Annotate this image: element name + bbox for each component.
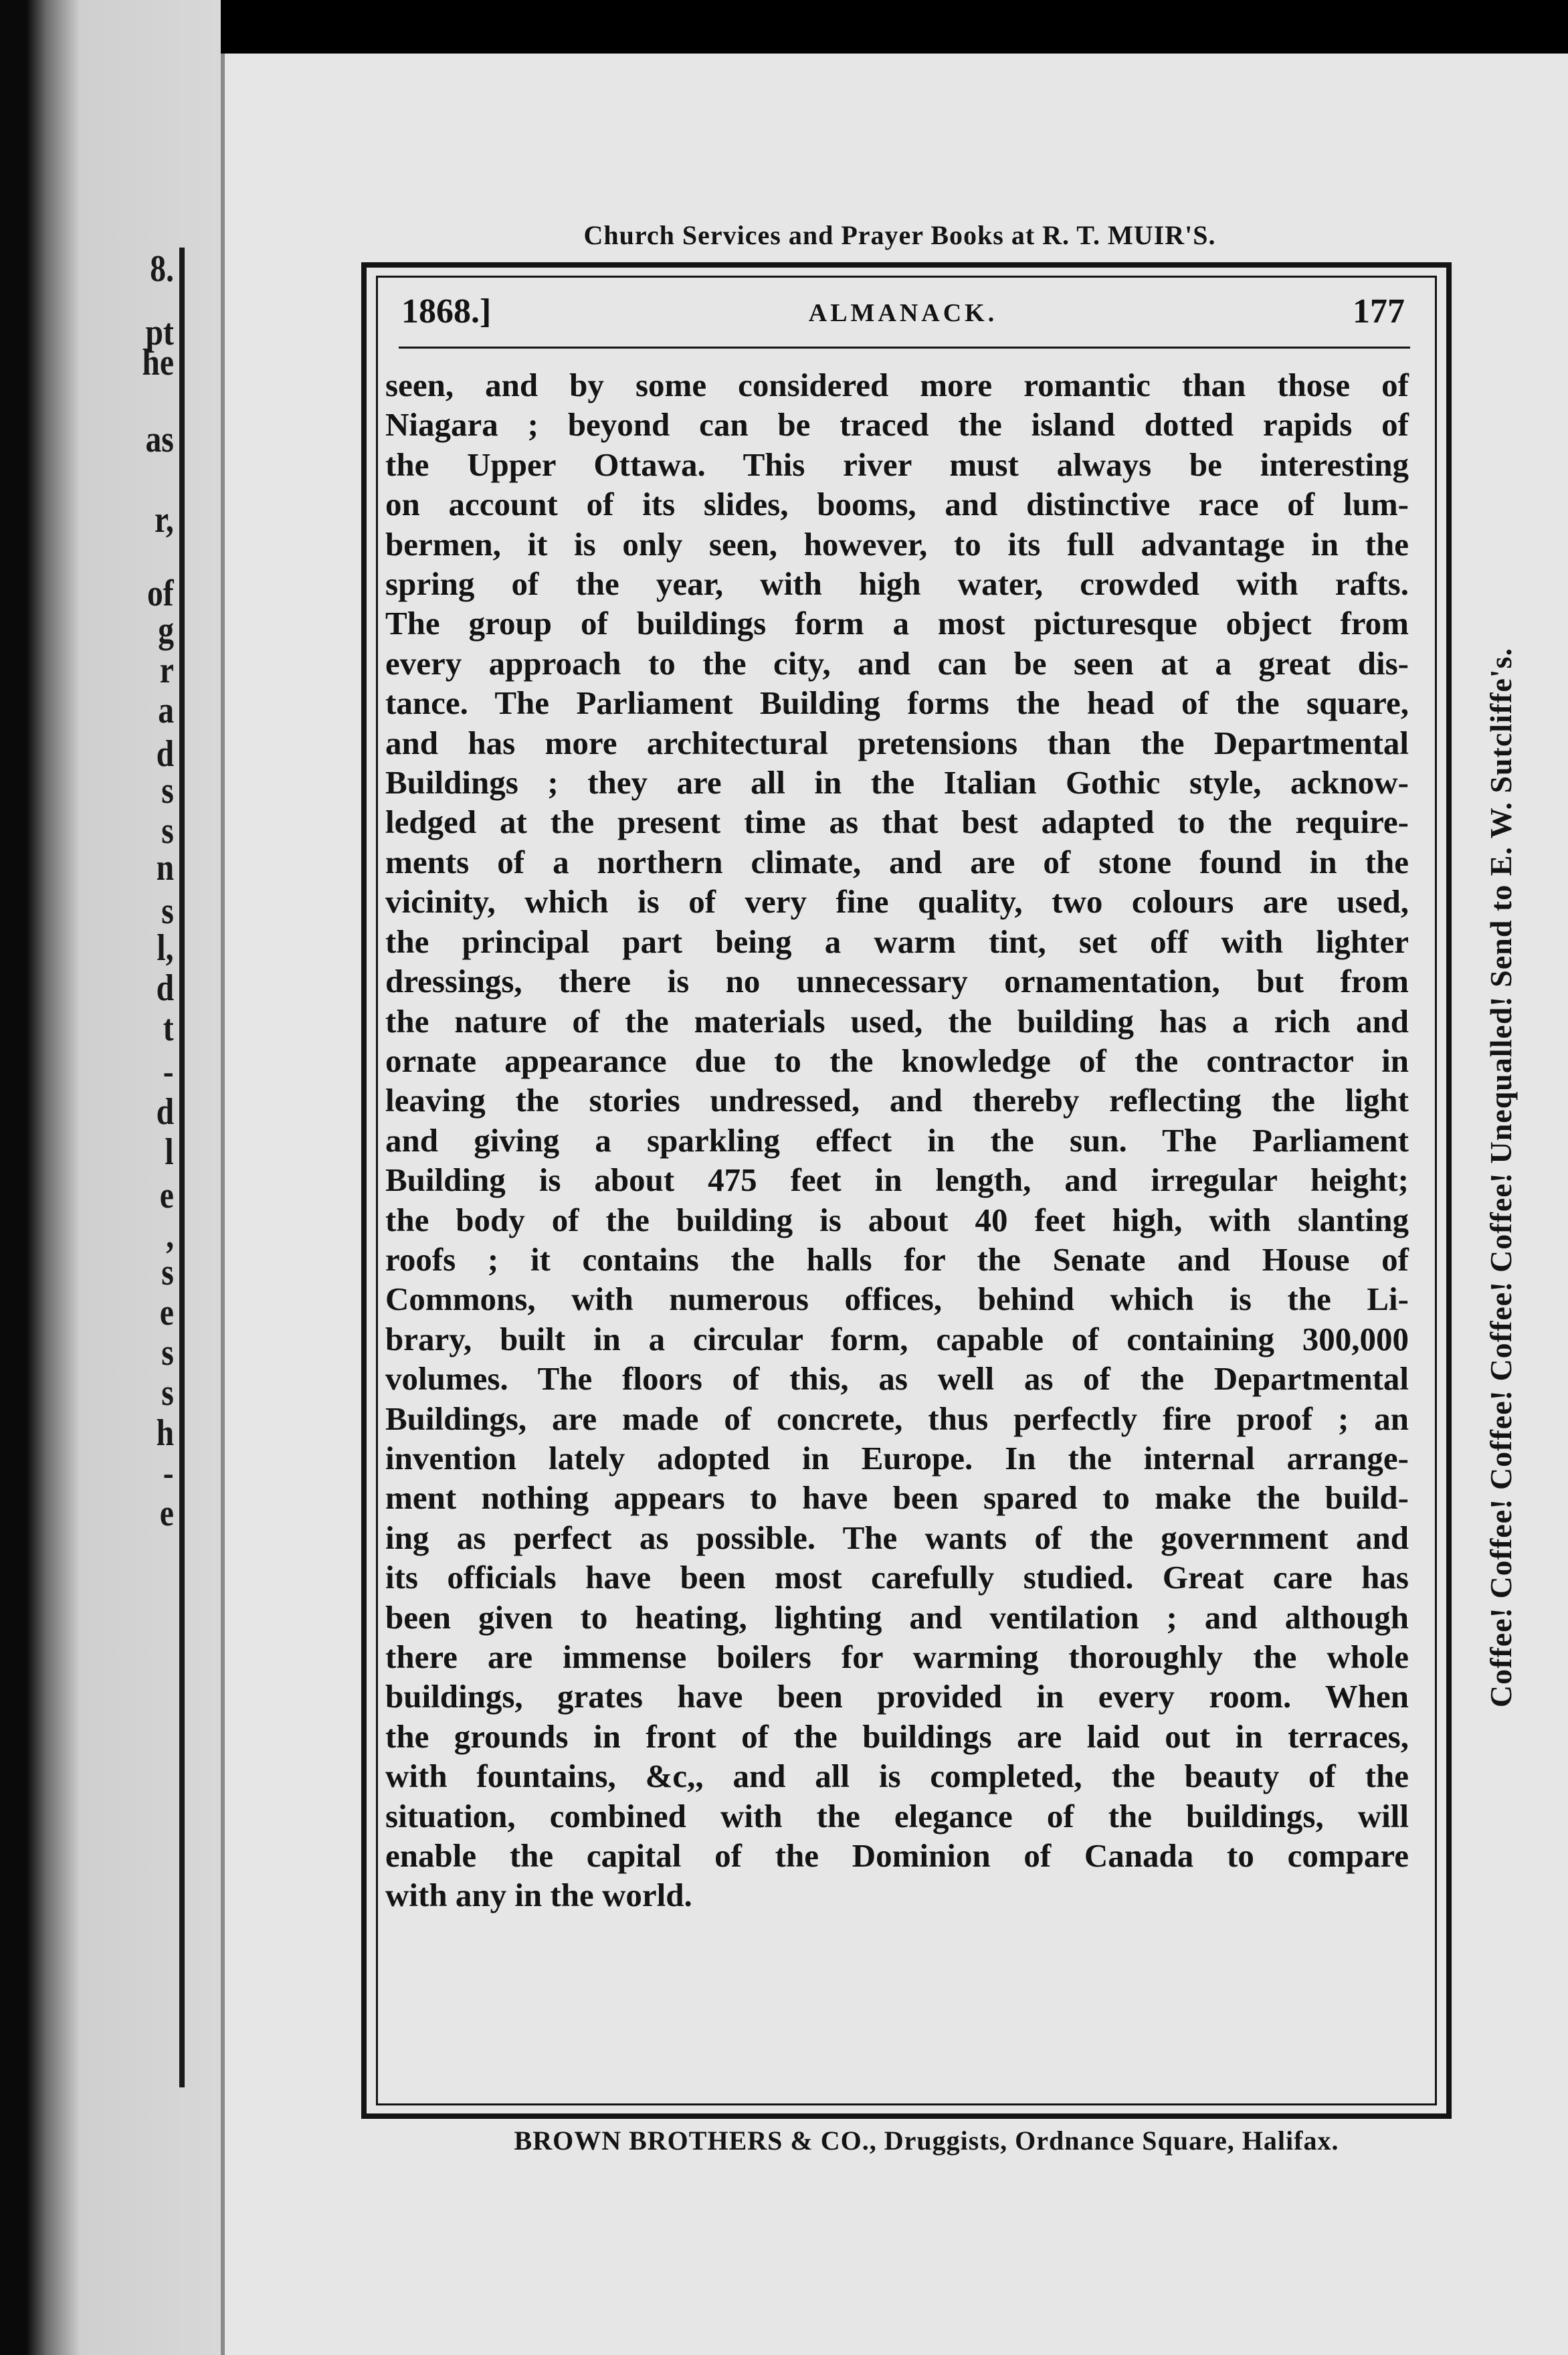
text-line: Buildings, are made of concrete, thus perfectly fire proof ; an xyxy=(385,1400,1409,1437)
left-page-fragment-text: h xyxy=(156,1412,174,1454)
left-page-fragment-text: t xyxy=(163,1008,174,1049)
left-page-fragment-text: s xyxy=(161,810,174,852)
text-line: The group of buildings form a most picturesque object from xyxy=(385,605,1409,642)
left-page-fragment-text: - xyxy=(163,1452,174,1494)
text-line: the Upper Ottawa. This river must always be interesting xyxy=(385,446,1409,483)
text-line: ment nothing appears to have been spared to make the build- xyxy=(385,1479,1409,1517)
text-line: bermen, it is only seen, however, to its full advantage in the xyxy=(385,525,1409,563)
left-page-fragment xyxy=(0,0,201,2355)
running-head-year: 1868.] xyxy=(401,292,492,331)
text-line: and giving a sparkling effect in the sun. The Parliament xyxy=(385,1121,1409,1159)
left-page-fragment-text: r, xyxy=(155,499,174,541)
text-line: leaving the stories undressed, and thereby reflecting the light xyxy=(385,1082,1409,1119)
left-page-frame-rule xyxy=(179,248,185,2087)
left-page-fragment-text: he xyxy=(142,342,174,383)
left-page-fragment-text: a xyxy=(158,690,174,731)
running-head-title: ALMANACK. xyxy=(808,299,998,327)
page-edge-shadow xyxy=(221,54,225,2355)
left-page-fragment-text: of xyxy=(147,573,174,614)
page-number: 177 xyxy=(1353,292,1405,331)
text-line: been given to heating, lighting and ventilation ; and although xyxy=(385,1598,1409,1636)
text-line: buildings, grates have been provided in every room. When xyxy=(385,1678,1409,1715)
left-page-fragment-text: d xyxy=(156,733,174,775)
left-page-fragment-text: r xyxy=(159,650,174,691)
text-line: ornate appearance due to the knowledge of the contractor in xyxy=(385,1042,1409,1079)
left-page-fragment-text: g xyxy=(158,609,174,651)
text-line: there are immense boilers for warming thoroughly the whole xyxy=(385,1638,1409,1675)
text-line: Commons, with numerous offices, behind which is the Li- xyxy=(385,1281,1409,1318)
left-page-fragment-text: e xyxy=(159,1175,174,1216)
text-line: dressings, there is no unnecessary ornamentation, but from xyxy=(385,963,1409,1000)
left-page-fragment-text: e xyxy=(159,1292,174,1333)
running-head-rule xyxy=(399,347,1410,349)
left-page-fragment-text: l xyxy=(165,1131,174,1173)
text-line: vicinity, which is of very fine quality, two colours are used, xyxy=(385,883,1409,921)
text-line: every approach to the city, and can be seen at a great dis- xyxy=(385,644,1409,682)
text-line: spring of the year, with high water, crowded with rafts. xyxy=(385,565,1409,603)
left-page-fragment-text: s xyxy=(161,1372,174,1414)
text-line: ments of a northern climate, and are of stone found in the xyxy=(385,843,1409,880)
left-page-fragment-text: - xyxy=(163,1051,174,1093)
text-line: its officials have been most carefully studied. Great care has xyxy=(385,1559,1409,1596)
text-line: with fountains, &c,, and all is completed, the beauty of the xyxy=(385,1758,1409,1795)
left-page-fragment-text: pt xyxy=(145,312,174,353)
text-line: Buildings ; they are all in the Italian Gothic style, acknow- xyxy=(385,764,1409,802)
text-line: with any in the world. xyxy=(385,1877,692,1914)
text-line: roofs ; it contains the halls for the Senate and House of xyxy=(385,1240,1409,1278)
left-page-fragment-text: n xyxy=(156,847,174,888)
text-line: the principal part being a warm tint, set off with lighter xyxy=(385,923,1409,960)
left-page-fragment-text: 8. xyxy=(150,248,174,290)
left-page-fragment-text: e xyxy=(159,1493,174,1534)
left-page-fragment-text: as xyxy=(145,419,174,460)
text-line: ing as perfect as possible. The wants of the government and xyxy=(385,1519,1409,1556)
side-advertisement: Coffee! Coffee! Coffee! Coffee! Coffee! Unequalled! Send to E. W. Sutcliffe's. xyxy=(1484,647,1518,1708)
left-page-fragment-text: l, xyxy=(157,927,174,969)
text-line: the grounds in front of the buildings are laid out in terraces, xyxy=(385,1717,1409,1755)
text-line: Building is about 475 feet in length, and irregular height; xyxy=(385,1161,1409,1199)
text-line: the body of the building is about 40 feet high, with slanting xyxy=(385,1201,1409,1238)
text-line: invention lately adopted in Europe. In the internal arrange- xyxy=(385,1439,1409,1477)
body-text xyxy=(385,365,1409,1915)
text-line: brary, built in a circular form, capable of containing 300,000 xyxy=(385,1320,1409,1357)
left-page-fragment-text: d xyxy=(156,967,174,1009)
text-line: Niagara ; beyond can be traced the island dotted rapids of xyxy=(385,406,1409,444)
left-page-fragment-text: s xyxy=(161,1252,174,1293)
text-line: volumes. The floors of this, as well as of the Departmental xyxy=(385,1360,1409,1398)
left-page-fragment-text: s xyxy=(161,890,174,932)
text-line: the nature of the materials used, the building has a rich and xyxy=(385,1002,1409,1040)
text-line: ledged at the present time as that best adapted to the require- xyxy=(385,804,1409,841)
left-page-fragment-text: d xyxy=(156,1091,174,1133)
left-page-fragment-text: s xyxy=(161,770,174,812)
text-line: seen, and by some considered more romantic than those of xyxy=(385,367,1409,403)
text-line: and has more architectural pretensions than the Departmental xyxy=(385,724,1409,761)
text-line: enable the capital of the Dominion of Canada to compare xyxy=(385,1837,1409,1875)
left-page-fragment-text: s xyxy=(161,1332,174,1374)
left-page-fragment-text: , xyxy=(166,1215,174,1256)
text-line: tance. The Parliament Building forms the head of the square, xyxy=(385,684,1409,722)
running-head xyxy=(401,292,1405,339)
text-line: on account of its slides, booms, and distinctive race of lum- xyxy=(385,486,1409,523)
footer-advertisement: BROWN BROTHERS & CO., Druggists, Ordnance Square, Halifax. xyxy=(514,2126,1339,2156)
text-line: situation, combined with the elegance of the buildings, will xyxy=(385,1797,1409,1834)
header-advertisement: Church Services and Prayer Books at R. T. MUIR'S. xyxy=(583,220,1216,250)
